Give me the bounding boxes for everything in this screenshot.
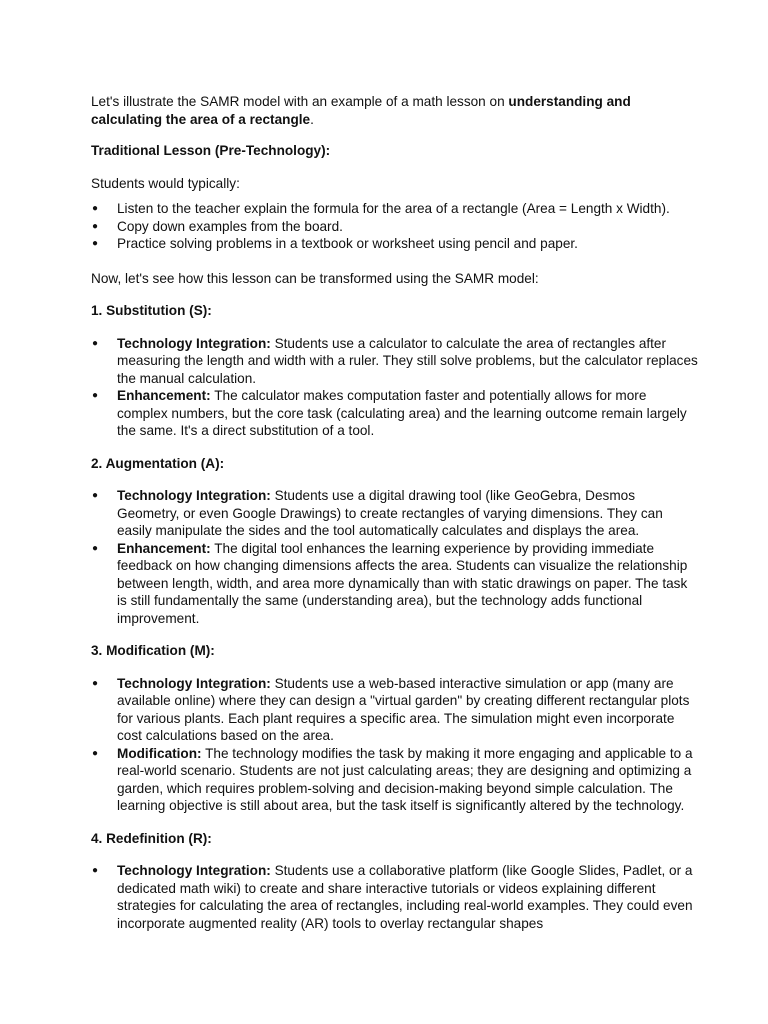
section-heading-redefinition: 4. Redefinition (R): (91, 830, 212, 846)
item-label: Modification: (117, 745, 202, 761)
list-item-text: Practice solving problems in a textbook or worksheet using pencil and paper. (117, 236, 578, 251)
section-list-modification (91, 675, 698, 815)
bullet-icon: ● (92, 337, 99, 349)
list-item (91, 675, 698, 745)
traditional-list (91, 200, 698, 253)
section-list-augmentation (91, 487, 698, 627)
list-item (91, 387, 698, 440)
item-label: Enhancement: (117, 540, 211, 556)
traditional-lead: Students would typically: (91, 175, 240, 191)
item-text: Students use a web-based interactive simulation or app (many are available online) where they can design a "virtual garden" by creating different rectangular plots for various plants. Each plant requires a specific area. The simulation might even incorporate cost calculations based on the area. (117, 675, 690, 743)
section-heading-substitution: 1. Substitution (S): (91, 303, 212, 318)
bullet-icon: ● (92, 677, 99, 689)
item-label: Technology Integration: (117, 675, 271, 691)
bullet-icon: ● (92, 542, 99, 554)
list-item (91, 487, 698, 540)
item-label: Technology Integration: (117, 335, 271, 351)
list-item-text: Copy down examples from the board. (117, 218, 343, 234)
bullet-icon: ● (92, 390, 99, 401)
intro-text: Let's illustrate the SAMR model with an example of a math lesson on (91, 94, 509, 109)
list-item (91, 745, 698, 815)
list-item (91, 235, 698, 253)
item-text: The digital tool enhances the learning experience by providing immediate feedback on how changing dimensions affects the area. Students can visualize the relationship between length, width, and area more dynamically than with static drawings on paper. The task is still fundamentally the same (understanding area), but the technology adds functional improvement. (117, 540, 688, 626)
list-item-text: Listen to the teacher explain the formula for the area of a rectangle (Area = Length x Width). (117, 201, 670, 216)
item-label: Technology Integration: (117, 488, 271, 503)
bullet-icon: ● (92, 220, 99, 232)
section-heading-augmentation: 2. Augmentation (A): (91, 455, 225, 471)
list-item (91, 335, 698, 388)
item-text: The calculator makes computation faster and potentially allows for more complex numbers, but the core task (calculating area) and the learning outcome remain largely the same. It's a direct substitution of a tool. (117, 388, 687, 438)
intro-end: . (310, 111, 314, 127)
section-list-substitution (91, 335, 698, 440)
bullet-icon: ● (92, 865, 99, 876)
intro-paragraph (91, 93, 698, 128)
bullet-icon: ● (92, 203, 99, 214)
list-item (91, 200, 698, 218)
transition-paragraph: Now, let's see how this lesson can be transformed using the SAMR model: (91, 270, 539, 286)
traditional-heading: Traditional Lesson (Pre-Technology): (91, 143, 331, 158)
bullet-icon: ● (92, 747, 99, 759)
item-text: Students use a collaborative platform (like Google Slides, Padlet, or a dedicated math wiki) to create and share interactive tutorials or videos explaining different strategies for calculating the area of rectangles, including real-world examples. They could even incorporate augmented reality (AR) tools to overlay rectangular shapes (117, 863, 693, 931)
item-text: The technology modifies the task by making it more engaging and applicable to a real-world scenario. Students are not just calculating areas; they are designing and optimizing a garden, which requires problem-solving and decision-making beyond simple calculation. The learning objective is still about area, but the task itself is significantly altered by the technology. (117, 745, 693, 813)
section-list-redefinition (91, 862, 698, 932)
bullet-icon: ● (92, 490, 99, 501)
item-text: Students use a digital drawing tool (like GeoGebra, Desmos Geometry, or even Google Drawings) to create rectangles of varying dimensions. They can easily manipulate the sides and the tool automatically calculates and displays the area. (117, 488, 663, 538)
list-item (91, 540, 698, 628)
intro-emphasis: understanding and calculating the area of a rectangle (91, 94, 631, 127)
item-label: Enhancement: (117, 388, 211, 403)
bullet-icon: ● (92, 238, 99, 249)
item-text: Students use a calculator to calculate the area of rectangles after measuring the length and width with a ruler. They still solve problems, but the calculator replaces the manual calculation. (117, 335, 698, 386)
section-heading-modification: 3. Modification (M): (91, 643, 215, 658)
list-item (91, 218, 698, 236)
item-label: Technology Integration: (117, 863, 271, 878)
list-item (91, 862, 698, 932)
